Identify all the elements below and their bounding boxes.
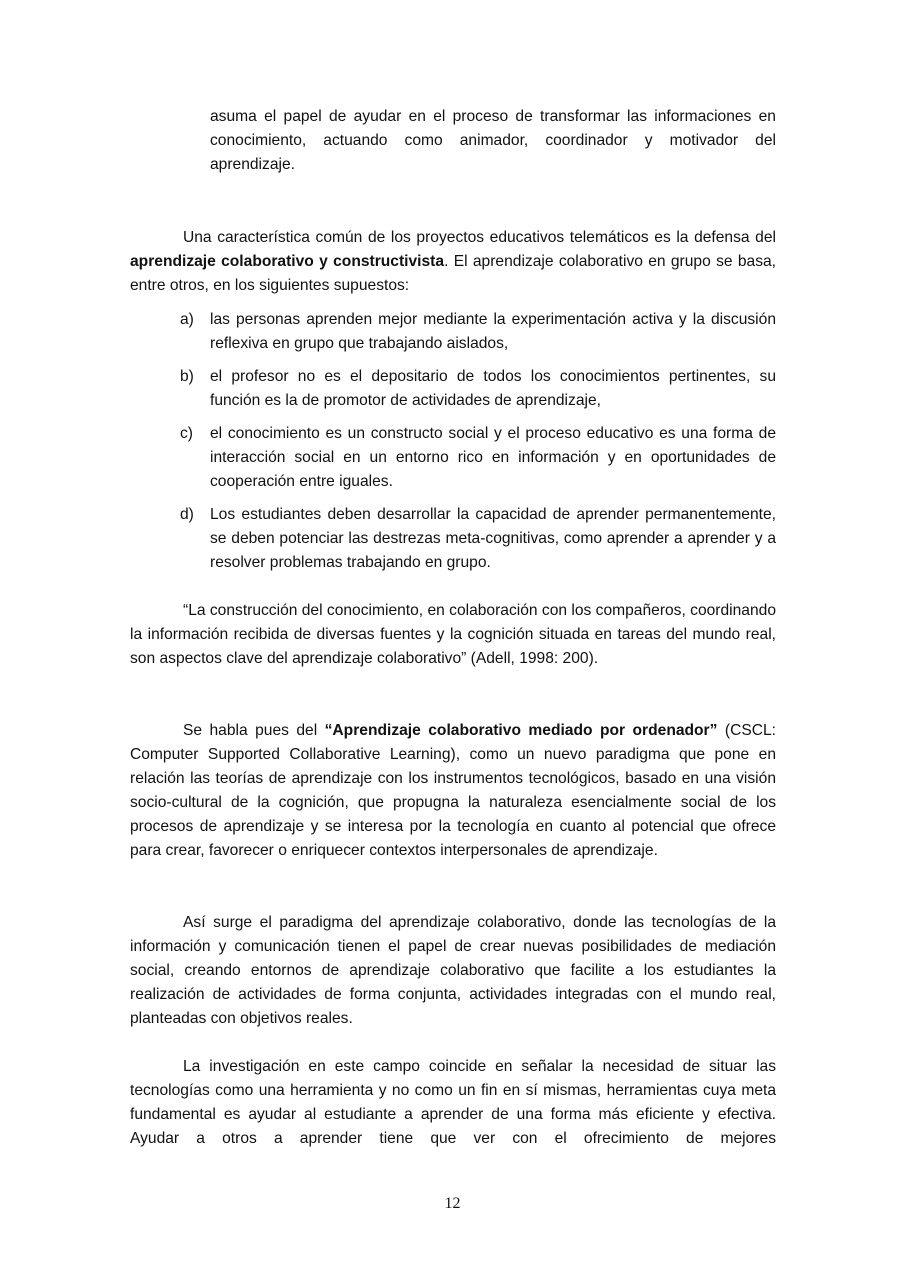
list-marker-d: d) [180,506,194,523]
paragraph-paradigm [130,911,776,1031]
continuation-paragraph [210,105,776,177]
list-item [180,503,776,575]
paragraph-3 [130,719,776,863]
list-marker-c: c) [180,425,193,442]
paragraph-quote [130,599,776,671]
paragraph-collaborative-learning [130,226,776,298]
list-text-c: el conocimiento es un constructo social y el proceso educativo es una forma de interacción social en un entorno rico en información y en oportunidades de cooperación entre iguales. [210,425,776,490]
paragraph-1-bold: aprendizaje colaborativo y constructivista [130,253,445,270]
paragraph-5: La investigación en este campo coincide en señalar la necesidad de situar las tecnologías como una herramienta y no como un fin en sí mismas, herramientas cuya meta fundamental es ayudar al estudiante a aprender de una forma más eficiente y efectiva. Ayudar a otros a aprender tiene que ver con el ofrecimiento de mejores [130,1058,776,1147]
list-marker-a: a) [180,311,194,328]
paragraph-1-pre: Una característica común de los proyectos educativos telemáticos es la defensa del [183,229,776,246]
list-text-a: las personas aprenden mejor mediante la experimentación activa y la discusión reflexiva en grupo que trabajando aislados, [210,311,776,352]
page-number: 12 [444,1195,461,1212]
assumptions-list [180,308,776,584]
paragraph-3-pre: Se habla pues del [183,722,325,739]
paragraph-4: Así surge el paradigma del aprendizaje colaborativo, donde las tecnologías de la información y comunicación tienen el papel de crear nuevas posibilidades de mediación social, creando entornos de aprendizaje colaborativo que facilite a los estudiantes la realización de actividades de forma conjunta, actividades integradas con el mundo real, planteadas con objetivos reales. [130,914,776,1027]
list-text-b: el profesor no es el depositario de todos los conocimientos pertinentes, su función es la de promotor de actividades de aprendizaje, [210,368,776,409]
paragraph-3-post: (CSCL: Computer Supported Collaborative Learning), como un nuevo paradigma que pone en relación las teorías de aprendizaje con los instrumentos tecnológicos, basado en una visión socio-cultural de la cognición, que propugna la naturaleza esencialmente social de los procesos de aprendizaje y se interesa por la tecnología en cuanto al potencial que ofrece para crear, favorecer o enriquecer contextos interpersonales de aprendizaje. [130,722,776,859]
list-marker-b: b) [180,368,194,385]
paragraph-1-post: . El aprendizaje colaborativo en grupo se basa, entre otros, en los siguientes supuestos: [130,253,777,294]
paragraph-3-bold: “Aprendizaje colaborativo mediado por ordenador” [324,722,718,739]
list-item [180,308,776,356]
continuation-text: asuma el papel de ayudar en el proceso de transformar las informaciones en conocimiento, actuando como animador, coordinador y motivador del aprendizaje. [210,108,776,173]
list-item [180,365,776,413]
list-item [180,422,776,494]
list-text-d: Los estudiantes deben desarrollar la capacidad de aprender permanentemente, se deben potenciar las destrezas meta-cognitivas, como aprender a aprender y a resolver problemas trabajando en grupo. [210,506,776,571]
paragraph-2: “La construcción del conocimiento, en colaboración con los compañeros, coordinando la información recibida de diversas fuentes y la cognición situada en tareas del mundo real, son aspectos clave del aprendizaje colaborativo” (Adell, 1998: 200). [130,602,776,667]
paragraph-cscl [130,719,776,863]
paragraph-1 [130,226,776,298]
paragraph-research [130,1055,776,1151]
